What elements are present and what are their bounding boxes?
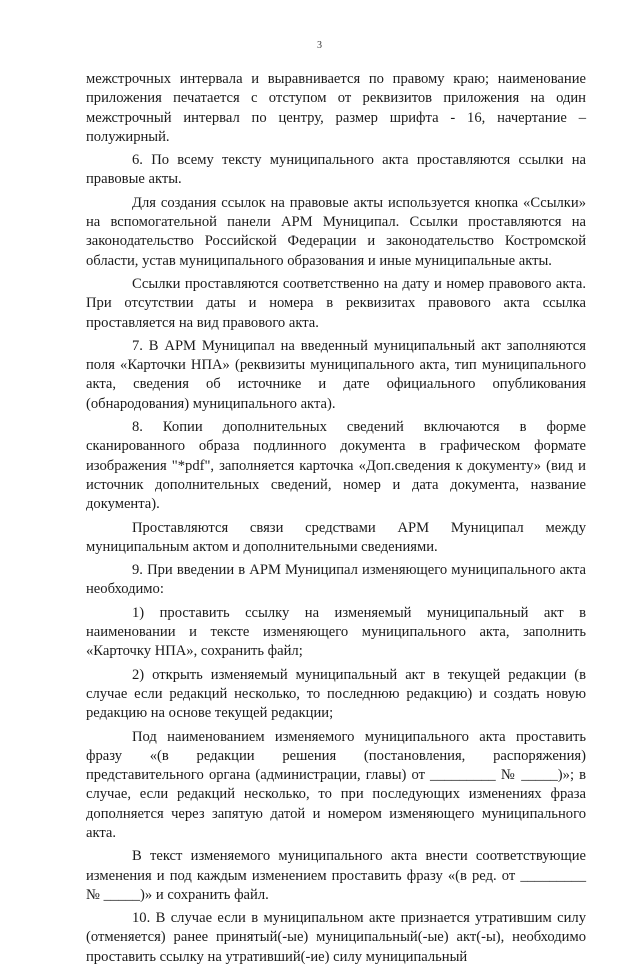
paragraph-item-6: 6. По всему тексту муниципального акта проставляются ссылки на правовые акты. <box>86 152 586 188</box>
page-number: 3 <box>317 40 322 51</box>
paragraph-changes: В текст изменяемого муниципального акта внести соответствующие изменения и под каждым изменением проставить фразу «(в ред. от _________ № _____)» и сохранить файл. <box>86 848 586 903</box>
paragraph-subitem-1: 1) проставить ссылку на изменяемый муниципальный акт в наименовании и тексте изменяющего муниципального акта, заполнить «Карточку НПА», сохранить файл; <box>86 604 586 660</box>
paragraph-continuation: межстрочных интервала и выравнивается по правому краю; наименование приложения печатается с отступом от реквизитов приложения на один межстрочный интервал по центру, размер шрифта - 16, начертание – полужирный. <box>86 71 586 145</box>
paragraph-subitem-2: 2) открыть изменяемый муниципальный акт в текущей редакции (в случае если редакций несколько, то последнюю редакцию) и создать новую редакцию на основе текущей редакции; <box>86 666 586 722</box>
paragraph-phrase: Под наименованием изменяемого муниципального акта проставить фразу «(в редакции решения (постановления, распоряжения) представительного органа (администрации, главы) от _________ № _____)»; в случае, если редакций несколько, то при последующих изменениях фраза дополняется через запятую датой и номером изменяющего муниципального акта. <box>86 728 586 841</box>
paragraph-links-button: Для создания ссылок на правовые акты используется кнопка «Ссылки» на вспомогательной панели АРМ Муниципал. Ссылки проставляются на законодательство Российской Федерации и законодательство Костромской области, устав муниципального образования и иные муниципальные акты. <box>86 194 586 269</box>
paragraph-links-date: Ссылки проставляются соответственно на дату и номер правового акта. При отсутствии даты и номера в реквизитах правового акта ссылка проставляется на вид правового акта. <box>86 275 586 331</box>
paragraph-item-7: 7. В АРМ Муниципал на введенный муниципальный акт заполняются поля «Карточки НПА» (реквизиты муниципального акта, тип муниципального акта, сведения об источнике и дате официального опубликования (обнародования) муниципального акта). <box>86 337 586 412</box>
paragraph-item-10: 10. В случае если в муниципальном акте признается утратившим силу (отменяется) ранее принятый(-ые) муниципальный(-ые) акт(-ы), необходимо проставить ссылку на утративший(-ие) силу муниципальный <box>86 910 586 965</box>
document-body <box>86 70 586 967</box>
paragraph-item-9: 9. При введении в АРМ Муниципал изменяющего муниципального акта необходимо: <box>86 562 586 598</box>
paragraph-item-8: 8. Копии дополнительных сведений включаются в форме сканированного образа подлинного документа в графическом формате изображения "*pdf", заполняется карточка «Доп.сведения к документу» (вид и источник дополнительных сведений, номер и дата документа, название документа). <box>86 419 586 513</box>
paragraph-relations: Проставляются связи средствами АРМ Муниципал между муниципальным актом и дополнительными сведениями. <box>86 519 586 555</box>
